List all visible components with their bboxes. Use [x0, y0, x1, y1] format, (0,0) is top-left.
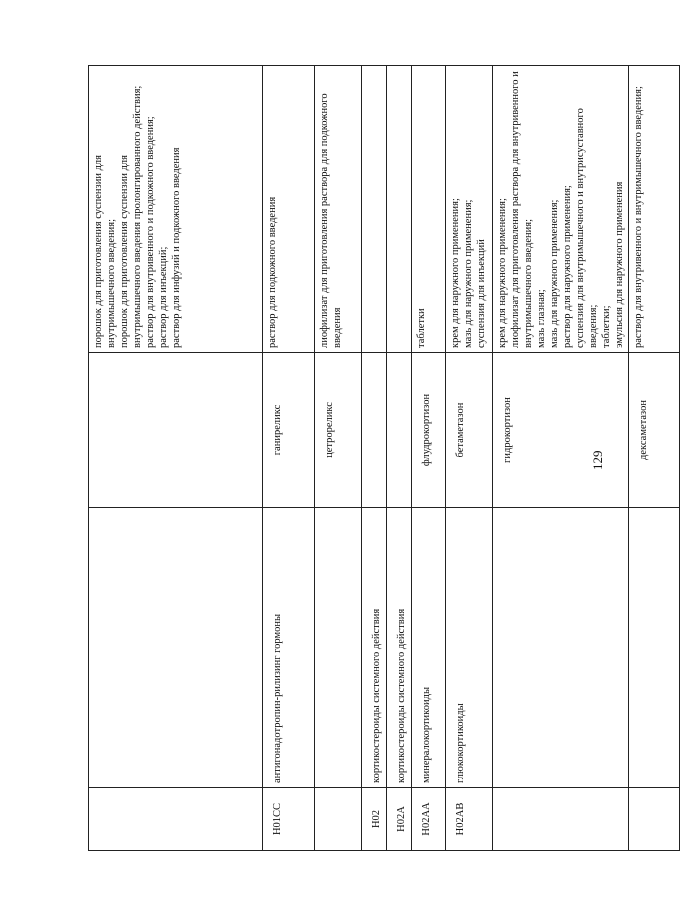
atc-code-cell: H01CC	[263, 788, 315, 851]
dosage-form-line: лиофилизат для приготовления раствора для внутривенного и внутримышечного введения;	[510, 71, 534, 348]
dosage-form-line: порошок для приготовления суспензии для внутримышечного введения пролонгированного действия; раствор для внутривенного и подкожного введения;	[119, 85, 156, 348]
drug-name-cell: цетрореликс	[315, 353, 362, 508]
atc-code-cell	[493, 788, 629, 851]
dosage-form-line: раствор для внутривенного и внутримышечного введения;	[633, 86, 644, 348]
drug-name-cell	[89, 353, 263, 508]
drug-name-cell: бетаметазон	[446, 353, 493, 508]
table-row	[493, 66, 629, 851]
dosage-form-line: порошок для приготовления суспензии для внутримышечного введения;	[93, 155, 117, 348]
table-row	[263, 66, 315, 851]
atc-code-cell	[315, 788, 362, 851]
dosage-form-line: таблетки	[416, 308, 427, 348]
dosage-forms-cell	[387, 66, 412, 353]
dosage-forms-cell	[446, 66, 493, 353]
anatomical-therapeutic-group-cell	[493, 508, 629, 788]
dosage-form-line: эмульсия для наружного применения	[614, 181, 625, 348]
dosage-forms-cell	[315, 66, 362, 353]
dosage-form-line: таблетки;	[601, 305, 612, 348]
dosage-form-line: крем для наружного применения;	[497, 198, 508, 348]
atc-code-cell: H02AB	[446, 788, 493, 851]
rotated-page	[88, 66, 649, 851]
dosage-form-line: мазь для наружного применения;	[549, 199, 560, 348]
anatomical-therapeutic-group-cell: глюкокортикоиды	[446, 508, 493, 788]
table-row	[446, 66, 493, 851]
table-row	[315, 66, 362, 851]
dosage-forms-cell	[493, 66, 629, 353]
atc-code-cell: H02A	[387, 788, 412, 851]
dosage-form-line: раствор для инфузий и подкожного введения	[171, 147, 182, 348]
dosage-form-line: суспензия для внутримышечного и внутрисуставного введения;	[575, 108, 599, 348]
anatomical-therapeutic-group-cell	[629, 508, 680, 788]
table-row	[89, 66, 263, 851]
page-number: 129	[590, 450, 605, 470]
dosage-form-line: крем для наружного применения;	[450, 198, 461, 348]
atc-code-cell	[629, 788, 680, 851]
table-row	[387, 66, 412, 851]
table-row	[412, 66, 446, 851]
drug-name-cell	[387, 353, 412, 508]
anatomical-therapeutic-group-cell: антигонадотропин-рилизинг гормоны	[263, 508, 315, 788]
dosage-form-line: суспензия для инъекций	[476, 239, 487, 348]
dosage-forms-cell	[263, 66, 315, 353]
dosage-forms-cell	[362, 66, 387, 353]
atc-code-cell: H02AA	[412, 788, 446, 851]
dosage-form-line: раствор для инъекций;	[158, 246, 169, 348]
anatomical-therapeutic-group-cell	[89, 508, 263, 788]
anatomical-therapeutic-group-cell: кортикостероиды системного действия	[387, 508, 412, 788]
dosage-form-line: раствор для подкожного введения	[267, 196, 278, 348]
drug-name-cell	[362, 353, 387, 508]
dosage-forms-cell	[89, 66, 263, 353]
drug-name-cell: дексаметазон	[629, 353, 680, 508]
dosage-form-line: раствор для наружного применения;	[562, 185, 573, 348]
dosage-form-line: мазь для наружного применения;	[463, 199, 474, 348]
drug-name-cell: гидрокортизон	[493, 353, 629, 508]
dosage-form-line: мазь глазная;	[536, 289, 547, 348]
atc-code-cell	[89, 788, 263, 851]
dosage-forms-cell	[412, 66, 446, 353]
dosage-form-line: лиофилизат для приготовления раствора для подкожного введения	[319, 93, 343, 348]
anatomical-therapeutic-group-cell	[315, 508, 362, 788]
table-row	[362, 66, 387, 851]
atc-code-cell: H02	[362, 788, 387, 851]
anatomical-therapeutic-group-cell: кортикостероиды системного действия	[362, 508, 387, 788]
drug-name-cell: ганиреликс	[263, 353, 315, 508]
anatomical-therapeutic-group-cell: минералокортикоиды	[412, 508, 446, 788]
dosage-forms-cell	[629, 66, 680, 353]
table-row	[629, 66, 680, 851]
drug-name-cell: флудрокортизон	[412, 353, 446, 508]
